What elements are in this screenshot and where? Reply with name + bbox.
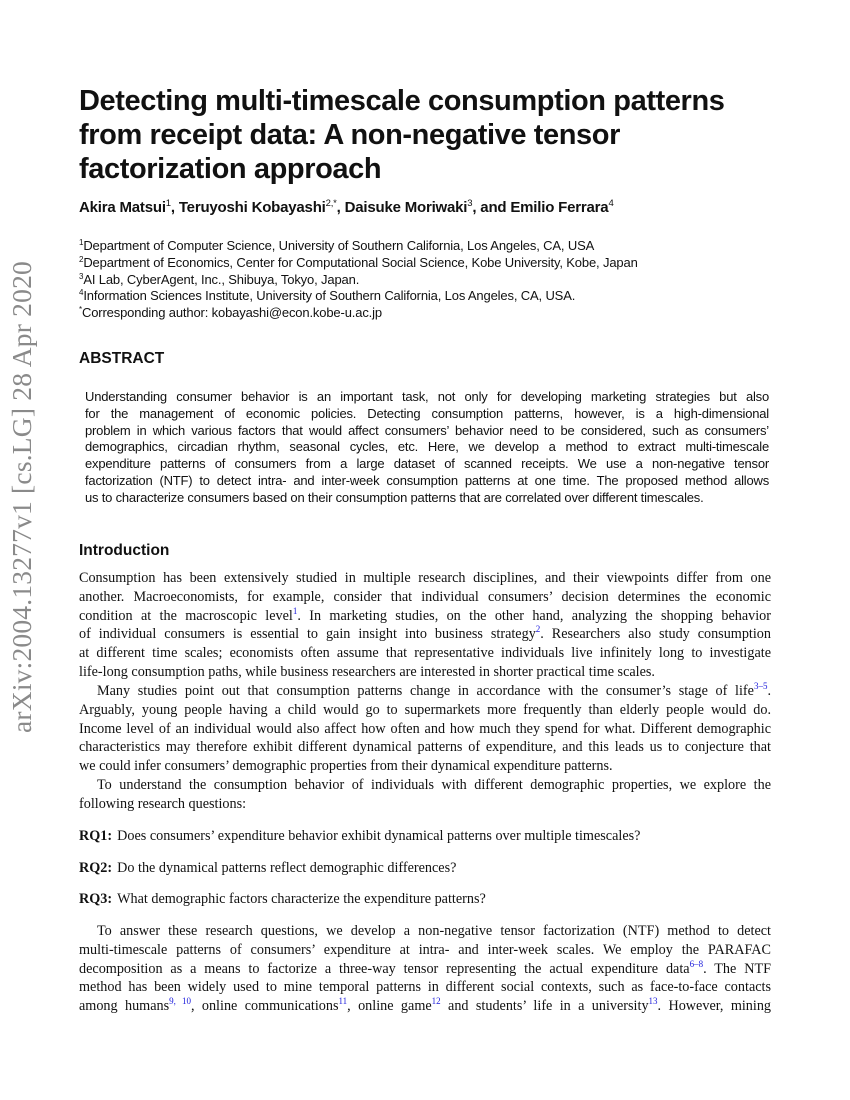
rq-label: RQ1: [79,828,113,844]
corresponding-author [79,305,638,322]
affiliation-mark: 1 [79,238,84,247]
abstract-line: us to characterize consumers based on their consumption patterns that are correlated over different timescales. [85,489,704,505]
affiliation-mark: * [79,305,82,315]
citation-link[interactable]: 1 [292,605,298,616]
text-span: of individual consumers is essential to gain insight into business strategy [79,626,536,643]
author-separator: , [170,199,179,216]
text-span: among humans [79,998,170,1015]
text-line: multi-timescale patterns of consumers’ expenditure at intra- and inter-week scales. We employ the PARAFAC [79,941,771,958]
text-span: . In marketing studies, on the other hand, analyzing the shopping behavior [297,607,771,624]
text-line: following research questions: [79,795,247,812]
intro-paragraph-3 [79,776,771,814]
text-line [79,607,771,626]
text-span: condition at the macroscopic level [79,607,293,624]
author-affiliation-mark: 1 [165,198,171,209]
text-line [79,997,771,1016]
affiliation-text: Information Sciences Institute, University of Southern California, Los Angeles, CA, USA. [83,288,576,304]
corresponding-author-text: Corresponding author: kobayashi@econ.kobe-u.ac.jp [81,305,382,321]
text-span: , online game [347,998,432,1015]
affiliation-item [79,272,638,289]
affiliation-mark: 2 [79,254,84,264]
text-line: To answer these research questions, we develop a non-negative tensor factorization (NTF) method to detect [97,923,771,939]
affiliation-item [79,288,638,305]
arxiv-identifier-stamp [2,261,42,733]
rq-label: RQ3: [79,891,113,907]
author-affiliation-mark: 4 [608,198,614,209]
abstract-line: Understanding consumer behavior is an important task, not only for developing marketing strategies but also [85,389,769,404]
rq-text: What demographic factors characterize the expenditure patterns? [117,891,486,907]
affiliation-mark: 4 [79,288,84,298]
affiliation-item [79,238,638,255]
affiliation-text: Department of Computer Science, University of Southern California, Los Angeles, CA, USA [83,238,595,253]
rq-label: RQ2: [79,860,113,876]
title-line: factorization approach [79,153,382,185]
text-line: method has been widely used to mine temporal patterns in different social contexts, such as face-to-face contacts [79,979,771,996]
affiliation-text: AI Lab, CyberAgent, Inc., Shibuya, Tokyo, Japan. [83,271,360,287]
text-line [79,682,771,701]
text-line: another. Macroeconomists, for example, consider that individual consumers’ decision determines the economic [79,588,771,605]
text-line: To understand the consumption behavior of individuals with different demographic properties, we explore the [97,777,771,793]
text-line [79,960,771,979]
text-span: and students’ life in a university [440,998,649,1015]
rq-text: Does consumers’ expenditure behavior exhibit dynamical patterns over multiple timescales? [117,828,641,844]
author-name: Akira Matsui [79,199,166,216]
research-question-2 [79,859,456,877]
text-line: Consumption has been extensively studied in multiple research disciplines, and their viewpoints differ from one [79,570,771,586]
text-span: Many studies point out that consumption patterns change in accordance with the consumer’s stage of life [97,683,754,699]
abstract-body [85,389,769,507]
citation-link[interactable]: 3–5 [753,681,768,691]
introduction-heading: Introduction [79,542,170,559]
text-line: Income level of an individual would also affect how often and how much they spend for what. Different demographic [79,720,771,737]
abstract-heading: ABSTRACT [79,350,165,367]
author-separator: , and [472,199,511,216]
paper-title [79,84,779,186]
text-span: . The NTF [703,960,772,977]
text-line: at different time scales; economists often assume that representative individuals live infinitely long to investigate [79,645,771,662]
text-span: decomposition as a means to factorize a three-way tensor representing the actual expenditure data [79,960,690,977]
abstract-line: factorization (NTF) to detect intra- and inter-week consumption patterns at one time. The proposed method allows [85,472,769,488]
citation-link[interactable]: 11 [338,996,348,1007]
text-span: . However, mining [657,998,772,1015]
author-affiliation-mark: 2,* [325,198,337,209]
author-separator: , [336,199,345,216]
citation-link[interactable]: 6–8 [689,958,704,969]
affiliation-list [79,238,638,322]
author-name: Daisuke Moriwaki [344,199,468,216]
abstract-line: for the management of economic policies. Detecting consumption patterns, however, is a high-dimensional [85,405,769,421]
text-span: . [767,683,771,699]
author-name: Teruyoshi Kobayashi [178,199,326,216]
title-line: Detecting multi-timescale consumption patterns [79,85,725,117]
author-list [79,198,614,218]
citation-link[interactable]: 9, 10 [169,996,191,1007]
text-span: . Researchers also study consumption [540,626,771,643]
citation-link[interactable]: 13 [648,996,658,1007]
text-line [79,625,771,644]
affiliation-text: Department of Economics, Center for Computational Social Science, Kobe University, Kobe, Japan [83,254,638,270]
arxiv-identifier-text: arXiv:2004.13277v1 [cs.LG] 28 Apr 2020 [6,261,37,733]
rq-text: Do the dynamical patterns reflect demographic differences? [117,860,457,876]
text-line: life-long consumption paths, while business researchers are interested in shorter practical time scales. [79,663,655,680]
affiliation-item [79,255,638,272]
author-affiliation-mark: 3 [467,198,473,209]
research-question-1 [79,827,640,845]
title-line: from receipt data: A non-negative tensor [79,119,620,151]
citation-link[interactable]: 12 [431,996,441,1007]
citation-link[interactable]: 2 [535,624,541,635]
research-question-3 [79,890,486,908]
text-line: characteristics may therefore exhibit different dynamical patterns of expenditure, and this leads us to conjecture that [79,739,771,756]
abstract-line: expenditure patterns of consumers from a large dataset of scanned receipts. We use a non-negative tensor [85,456,769,472]
intro-paragraph-2 [79,682,771,776]
abstract-line: problem in which various factors that would affect consumers’ behavior need to be considered, such as consumers’ [85,422,769,438]
intro-paragraph-1 [79,569,771,682]
affiliation-mark: 3 [79,271,84,281]
abstract-line: demographics, circadian rhythm, seasonal cycles, etc. Here, we develop a method to extract multi-timescale [85,439,769,455]
author-name: Emilio Ferrara [510,199,609,216]
intro-paragraph-4 [79,922,771,1016]
text-line: we could infer consumers’ demographic properties from their dynamical expenditure patterns. [79,758,613,775]
text-span: , online communications [190,998,339,1015]
text-line: Arguably, young people having a child would go to supermarkets more frequently than elderly people would do. [79,701,771,718]
